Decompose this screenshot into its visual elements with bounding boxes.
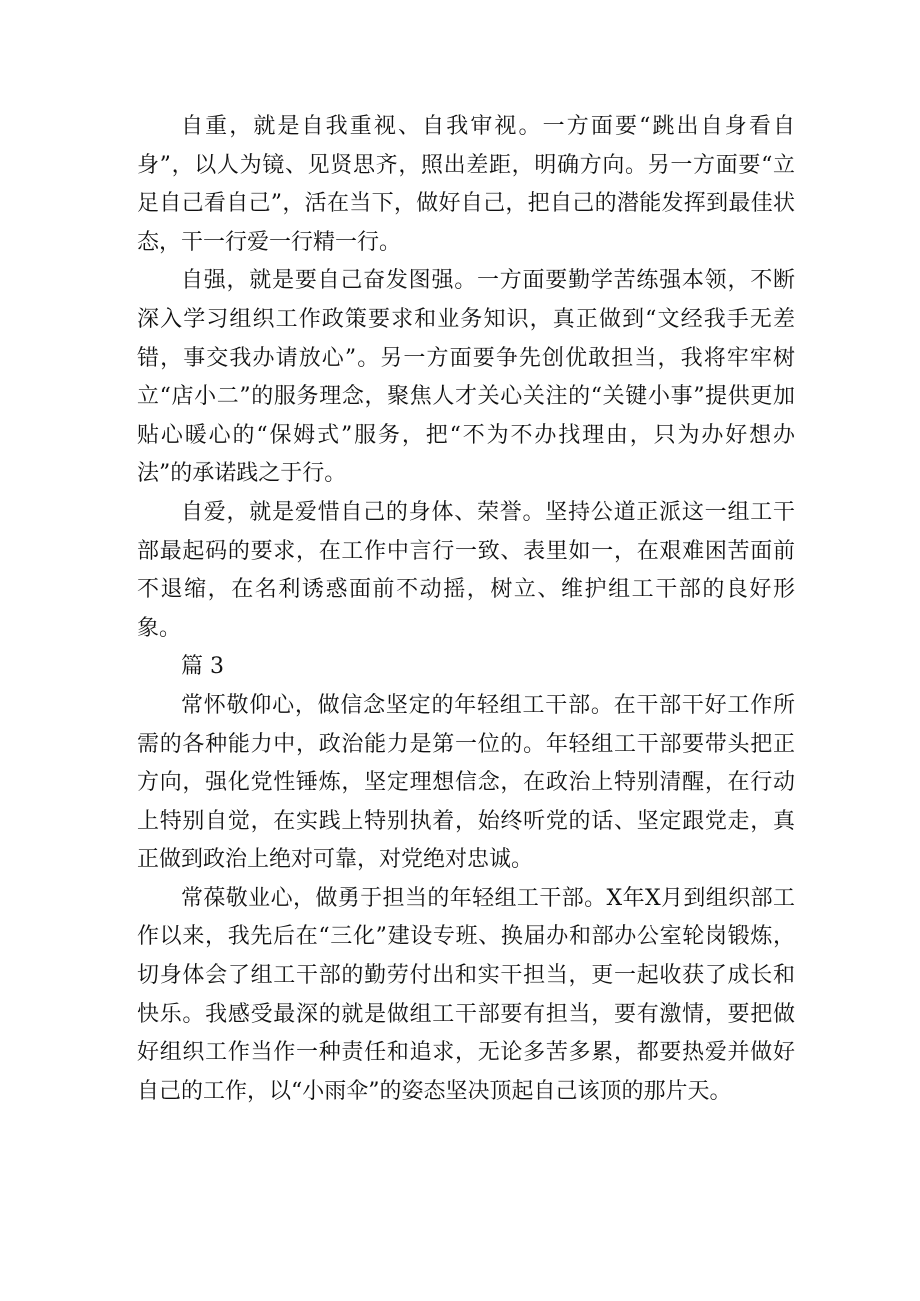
paragraph-dedication: 常葆敬业心，做勇于担当的年轻组工干部。X年X月到组织部工作以来，我先后在“三化”建设专班、换届办和部办公室轮岗锻炼，切身体会了组工干部的勤劳付出和实干担当，更一起收获了成长和快乐。我感受最深的就是做组工干部要有担当，要有激情，要把做好组织工作当作一种责任和追求，无论多苦多累，都要热爱并做好自己的工作，以“小雨伞”的姿态坚决顶起自己该顶的那片天。 xyxy=(137,885,795,1104)
document-body xyxy=(137,108,795,1111)
paragraph-self-respect: 自重，就是自我重视、自我审视。一方面要“跳出自身看自身”，以人为镜、见贤思齐，照出差距，明确方向。另一方面要“立足自己看自己”，活在当下，做好自己，把自己的潜能发挥到最佳状态，干一行爱一行精一行。 xyxy=(137,114,795,255)
paragraph-self-strength: 自强，就是要自己奋发图强。一方面要勤学苦练强本领，不断深入学习组织工作政策要求和业务知识，真正做到“文经我手无差错，事交我办请放心”。另一方面要争先创优敢担当，我将牢牢树立“店小二”的服务理念，聚焦人才关心关注的“关键小事”提供更加贴心暖心的“保姆式”服务，把“不为不办找理由，只为办好想办法”的承诺践之于行。 xyxy=(137,268,795,487)
paragraph-self-love: 自爱，就是爱惜自己的身体、荣誉。坚持公道正派这一组工干部最起码的要求，在工作中言行一致、表里如一，在艰难困苦面前不退缩，在名利诱惑面前不动摇，树立、维护组工干部的良好形象。 xyxy=(137,499,795,641)
paragraph-reverence: 常怀敬仰心，做信念坚定的年轻组工干部。在干部干好工作所需的各种能力中，政治能力是第一位的。年轻组工干部要带头把正方向，强化党性锤炼，坚定理想信念，在政治上特别清醒，在行动上特别自觉，在实践上特别执着，始终听党的话、坚定跟党走，真正做到政治上绝对可靠，对党绝对忠诚。 xyxy=(137,692,795,873)
section-heading: 篇 3 xyxy=(181,654,224,680)
